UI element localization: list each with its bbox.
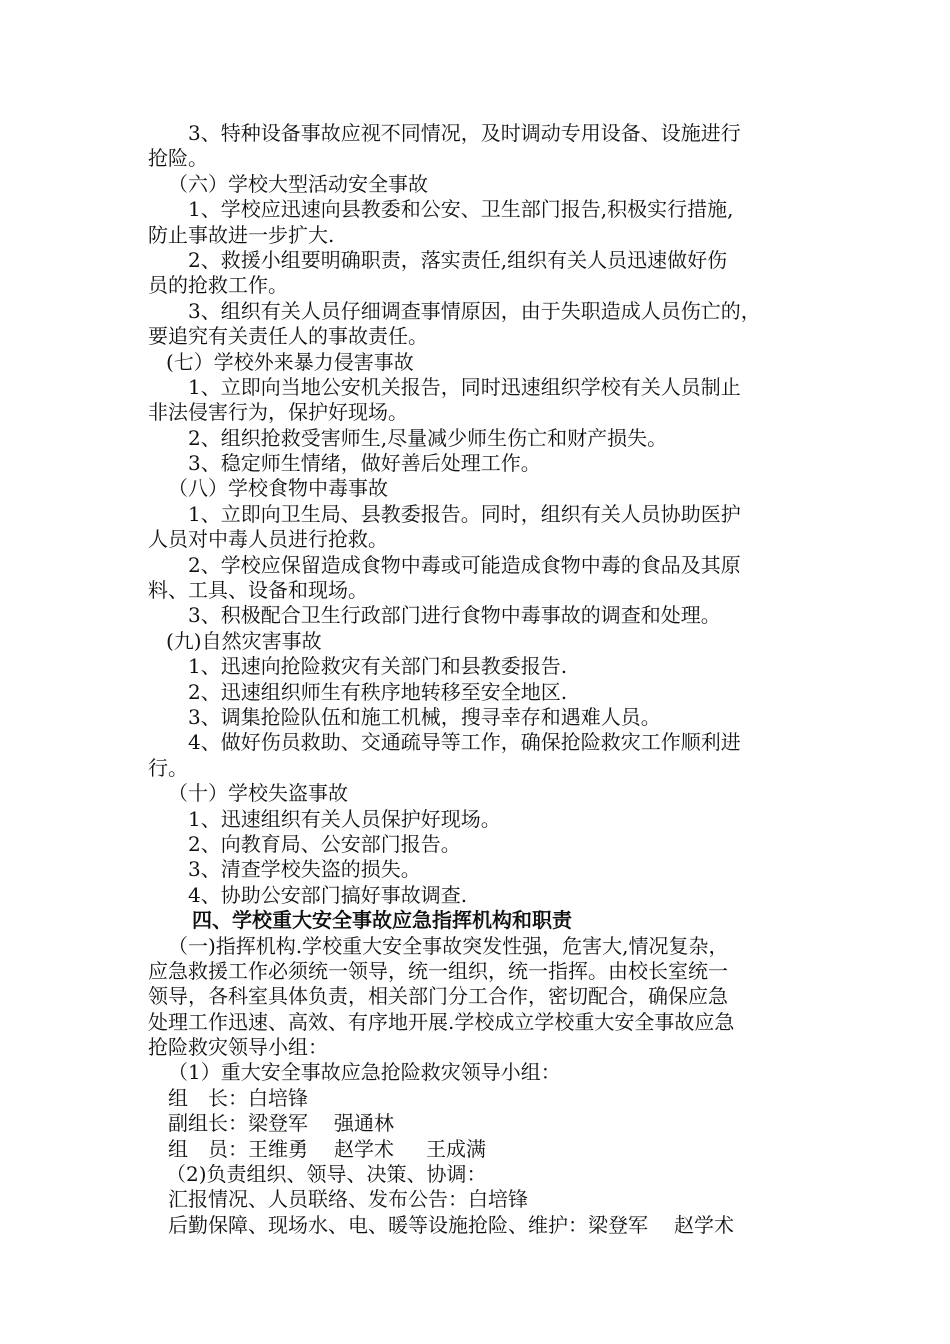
text-line: 3、调集抢险队伍和施工机械，搜寻幸存和遇难人员。 — [188, 704, 661, 729]
text-line: （1）重大安全事故应急抢险救灾领导小组： — [168, 1060, 561, 1085]
text-line: 处理工作迅速、高效、有序地开展.学校成立学校重大安全事故应急 — [148, 1009, 735, 1034]
section-heading: （十）学校失盗事故 — [168, 781, 348, 806]
text-line: 4、协助公安部门搞好事故调查. — [188, 882, 468, 907]
text-line: 抢险救灾领导小组： — [148, 1035, 328, 1060]
document-body — [148, 121, 808, 1238]
text-line: 2、救援小组要明确职责，落实责任,组织有关人员迅速做好伤 — [188, 247, 728, 272]
text-line: （2)负责组织、领导、决策、协调： — [166, 1162, 487, 1187]
section-heading: (九)自然灾害事故 — [166, 628, 322, 653]
text-line: 人员对中毒人员进行抢救。 — [148, 527, 388, 552]
text-line: 1、迅速组织有关人员保护好现场。 — [188, 806, 501, 831]
text-line: 员的抢救工作。 — [148, 273, 288, 298]
text-line: 2、迅速组织师生有秩序地转移至安全地区. — [188, 679, 568, 704]
text-line — [148, 1213, 808, 1238]
text-line: 3、组织有关人员仔细调查事情原因，由于失职造成人员伤亡的， — [188, 298, 761, 323]
text-line: 1、立即向卫生局、县教委报告。同时，组织有关人员协助医护 — [188, 501, 741, 526]
text-line: 防止事故进一步扩大. — [148, 222, 335, 247]
text-line: 抢险。 — [148, 146, 208, 171]
text-segment: 赵学术 — [674, 1212, 734, 1237]
text-line: 汇报情况、人员联络、发布公告：白培锋 — [168, 1187, 528, 1212]
text-line: 4、做好伤员救助、交通疏导等工作，确保抢险救灾工作顺利进 — [188, 730, 741, 755]
text-line: （一)指挥机构.学校重大安全事故突发性强，危害大,情况复杂， — [168, 933, 729, 958]
chapter-heading: 四、学校重大安全事故应急指挥机构和职责 — [192, 908, 572, 933]
text-segment: 后勤保障、现场水、电、暖等设施抢险、维护：梁登军 — [168, 1212, 648, 1237]
text-line: 2、组织抢救受害师生,尽量减少师生伤亡和财产损失。 — [188, 425, 668, 450]
text-segment: 组 员：王维勇 — [168, 1136, 308, 1161]
text-line: 3、清查学校失盗的损失。 — [188, 857, 421, 882]
text-segment: 强通林 — [334, 1111, 394, 1136]
text-line: 应急救援工作必须统一领导，统一组织，统一指挥。由校长室统一 — [148, 958, 728, 983]
section-heading: （六）学校大型活动安全事故 — [168, 171, 428, 196]
text-segment: 王成满 — [426, 1136, 486, 1161]
text-line: 要追究有关责任人的事故责任。 — [148, 324, 428, 349]
text-line: 3、积极配合卫生行政部门进行食物中毒事故的调查和处理。 — [188, 603, 721, 628]
text-line: 3、稳定师生情绪，做好善后处理工作。 — [188, 451, 541, 476]
text-line: 2、向教育局、公安部门报告。 — [188, 831, 461, 856]
text-segment: 副组长：梁登军 — [168, 1111, 308, 1136]
text-segment: 赵学术 — [334, 1136, 394, 1161]
text-line: 行。 — [148, 755, 188, 780]
text-line: 3、特种设备事故应视不同情况，及时调动专用设备、设施进行 — [188, 121, 741, 145]
text-line: 料、工具、设备和现场。 — [148, 578, 368, 603]
text-line: 非法侵害行为，保护好现场。 — [148, 400, 408, 425]
text-line: 1、立即向当地公安机关报告，同时迅速组织学校有关人员制止 — [188, 374, 741, 399]
text-line — [148, 1111, 808, 1136]
section-heading: (七）学校外来暴力侵害事故 — [166, 349, 414, 374]
text-line: 1、学校应迅速向县教委和公安、卫生部门报告,积极实行措施, — [188, 197, 734, 222]
text-line: 领导，各科室具体负责，相关部门分工合作，密切配合，确保应急 — [148, 984, 728, 1009]
text-line: 2、学校应保留造成食物中毒或可能造成食物中毒的食品及其原 — [188, 552, 741, 577]
text-line: 1、迅速向抢险救灾有关部门和县教委报告. — [188, 654, 568, 679]
text-line — [148, 1137, 808, 1162]
section-heading: （八）学校食物中毒事故 — [168, 476, 388, 501]
text-line: 组 长：白培锋 — [168, 1085, 308, 1110]
